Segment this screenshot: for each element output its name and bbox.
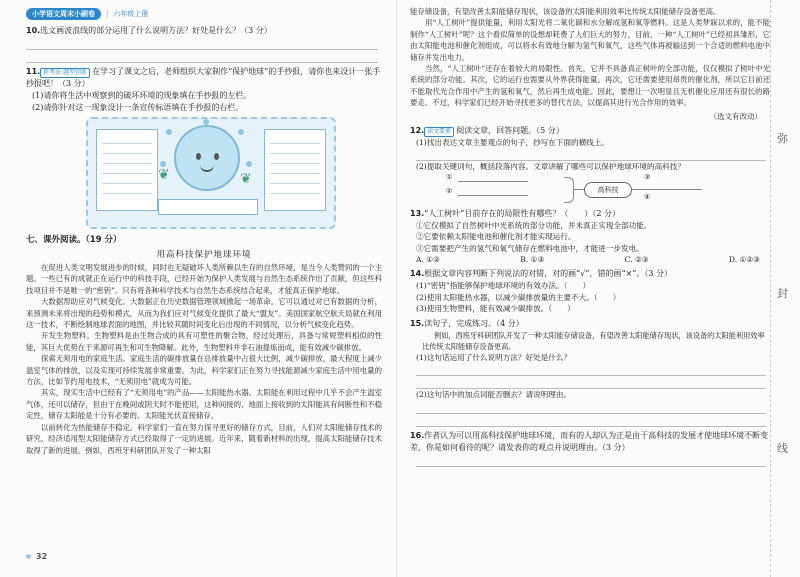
binding-char: 线 bbox=[777, 442, 788, 455]
grade-label: 六年级上册 bbox=[113, 10, 149, 18]
choice-options bbox=[410, 254, 770, 265]
sub-question: (1)请你将生活中观察到的破坏环境的现象填在手抄报的左栏。 bbox=[32, 91, 252, 100]
diagram-blank[interactable] bbox=[458, 195, 528, 196]
keyword-diagram bbox=[446, 172, 706, 205]
binding-char: 封 bbox=[777, 287, 788, 300]
diagram-node: ③ bbox=[644, 172, 651, 181]
judgement-item[interactable]: (2)使用太阳能热水器，以减少碳排放量的主要不大。（ ） bbox=[416, 292, 621, 302]
diagram-node: ② bbox=[446, 186, 453, 195]
section-heading: 七、课外阅读。（19 分） bbox=[26, 235, 122, 245]
header-divider: | bbox=[106, 10, 109, 18]
book-logo: 小学语文周末小刷卷 bbox=[26, 8, 101, 20]
question-number: 10. bbox=[26, 26, 41, 35]
question-text: 在学习了课文之后，老师组织大家制作“保护地球”的手抄报，请你也来设计一张手抄报吧！（3 分） bbox=[26, 67, 381, 88]
sun-ray-icon bbox=[246, 161, 252, 167]
quoted-sentence: 例如，西班牙科研团队开发了一种太阳能存储设备，有望改善太阳能储存现状，该设备的太阳能利用效率比传统太阳能储存设备更高。 bbox=[422, 330, 765, 351]
question-text: 作者认为可以用高科技保护地球环境，而有的人却认为正是由于高科技的发展才使地球环境不断变差，你是如何看待的呢？请发表你的观点并说明理由。（3 分） bbox=[410, 430, 769, 452]
page-gutter bbox=[396, 0, 397, 577]
answer-line[interactable] bbox=[416, 376, 766, 389]
article-paragraph: 在促进人类文明发展进步的时候，同时也无疑破坏人类所赖以生存的自然环境，是当今人类赞同的一个主题。一些已有的成就正在运行中的科技手段，已经开始为保护人类发展与自然生态系统作出了贡献，但这些科技项目并不是唯一的“密钥”。只有将各种科学技术与自然生态系统结合起来，才能真正保护地球。 bbox=[26, 263, 382, 295]
page-number: 32 bbox=[26, 552, 47, 561]
diagram-blank[interactable] bbox=[458, 181, 528, 182]
answer-line[interactable] bbox=[416, 401, 766, 414]
leaf-icon: ❦ bbox=[240, 171, 252, 187]
question-text: 根据文章内容判断下列说法的对错，对的画“√”，错的画“×”。（3 分） bbox=[424, 269, 672, 279]
sub-question: (2)这句话中的加点词能否删去？请说明理由。 bbox=[416, 390, 572, 400]
diagram-connector bbox=[632, 189, 702, 190]
question-text: “人工树叶”目前存在的局限性有哪些？（ ）（2 分） bbox=[424, 208, 620, 218]
page-header bbox=[26, 8, 382, 20]
question-number: 11. bbox=[26, 67, 41, 76]
question-15 bbox=[410, 318, 770, 330]
question-number: 12. bbox=[410, 125, 425, 135]
answer-line[interactable] bbox=[26, 50, 378, 63]
question-tag: 读文要素 bbox=[424, 127, 454, 137]
question-number: 16. bbox=[410, 430, 425, 440]
right-page bbox=[400, 0, 770, 577]
question-14 bbox=[410, 268, 770, 280]
leaf-icon: ❦ bbox=[158, 167, 170, 183]
diagram-node: ① bbox=[446, 172, 453, 181]
diagram-connector bbox=[574, 189, 584, 190]
question-13 bbox=[410, 208, 770, 220]
sub-question: (1)找出表达文章主要观点的句子，抄写在下面的横线上。 bbox=[416, 137, 610, 147]
answer-line[interactable] bbox=[416, 363, 766, 376]
option-d[interactable]: D. ①②③ bbox=[728, 255, 760, 265]
page-dot-icon bbox=[26, 554, 31, 559]
question-number: 13. bbox=[410, 208, 425, 218]
diagram-center-node: 高科技 bbox=[584, 182, 632, 198]
smiling-earth-icon bbox=[174, 125, 240, 191]
diagram-node: ④ bbox=[644, 192, 651, 201]
article-title: 用高科技保护地球环境 bbox=[156, 250, 252, 260]
article-source-note: （选文有改动） bbox=[709, 111, 762, 121]
poster-left-box[interactable] bbox=[96, 129, 158, 211]
sub-question: (2)提取关键词句，概括段落内容。文章讲解了哪些可以保护地球环境的高科技？ bbox=[416, 162, 685, 172]
sub-question: (2)请你针对这一现象设计一条宣传标语填在手抄报的右栏。 bbox=[32, 103, 244, 112]
sun-ray-icon bbox=[238, 129, 244, 135]
question-number: 14. bbox=[410, 269, 425, 279]
question-12 bbox=[410, 125, 770, 137]
answer-line[interactable] bbox=[416, 454, 766, 467]
answer-line[interactable] bbox=[26, 37, 378, 50]
judgement-item[interactable]: (3)使用生物塑料，能有效减少碳排放。（ ） bbox=[416, 304, 575, 314]
article-paragraph: 大数据帮助应对气候变化。大数据正在历史数据管理领域掀起一场革命。它可以通过对已有数据的分析，来预测未来将出现的趋势和模式，从而为我们应对气候变化提供了最大“盟友”。美国国家航空航天局就在利用这一技术，不断绘制地球表面的地图，并比较其随时间变化后出现的不同情况，以分析气候变化趋势。 bbox=[26, 297, 382, 330]
question-10 bbox=[26, 25, 382, 37]
question-number: 15. bbox=[410, 318, 425, 328]
article-paragraph: 能存储设备，有望改善太阳能储存现状，该设备的太阳能利用效率比传统太阳能储存设备更高。 bbox=[410, 7, 721, 16]
article-paragraph: 以前转化为热能储存不稳定。科学家们一直在努力探寻更好的储存方式，目前，人们对太阳能储存技术的研究，经济适用型太阳能储存方式已经取得了一定的进展。近年来，随着新材料的出现，提高太阳能储存技术取得了新的进展。例如，西班牙科研团队开发了一种太阳 bbox=[26, 422, 382, 455]
article-paragraph: 探索无须用电的家庭生活。家庭生活的碳排放量在总排放量中占很大比例，减少碳排放，最大程度上减少温室气体的排放，以及实现可持续发展非常重要。为此，科学家们正在努力寻找能源减少家庭生活中用电量的方法，比如节约用电技术，“无须用电”就成为可能。 bbox=[26, 354, 382, 387]
question-11 bbox=[26, 66, 382, 90]
answer-line[interactable] bbox=[416, 414, 766, 427]
question-text: 选文画波浪线的部分运用了什么说明方法？好处是什么？（3 分） bbox=[40, 26, 272, 35]
question-text: 阅读文章，回答问题。（5 分） bbox=[456, 125, 564, 135]
article-paragraph: 开发生物塑料。生物塑料是由生物合成的具有可塑性的聚合物，经过处理后，具备与常规塑料相似的性能，其巨大优势在于来源可再生和可生物降解。此外，生物塑料并非石油提炼而成，能有效减少碳排放。 bbox=[26, 331, 382, 352]
diagram-brace bbox=[564, 177, 574, 203]
choice-statement: ③它需要把产生的氢气和氧气储存在燃料电池中，才能进一步发电。 bbox=[416, 243, 644, 253]
question-16 bbox=[410, 430, 770, 454]
binding-margin bbox=[770, 0, 800, 577]
binding-char: 弥 bbox=[777, 132, 788, 145]
question-tag: 新考法·题型创新 bbox=[40, 68, 90, 78]
answer-line[interactable] bbox=[416, 148, 766, 161]
question-text: 读句子，完成练习。（4 分） bbox=[424, 318, 524, 328]
choice-statement: ①它仅模拟了自然树叶中光系统的部分功能，并未真正实现全部功能。 bbox=[416, 220, 652, 230]
sub-question: (1)这句话运用了什么说明方法？好处是什么？ bbox=[416, 352, 572, 362]
article-paragraph: 当然，“人工树叶”还存在着较大的局限性。首先，它并不具备真正树叶的全部功能，仅仅模拟了树叶中光系统的部分功能。其次，它的运行也需要从外界获得能量。再次，它还需要使用昂贵的催化剂，所以它目前还不能取代光合作用中产生的氢和氧气，然后再生成电能。因此，要想让一次明显且无机催化应用还有很长的路要走。不过，科学家们已经开始寻找更多的替代方法，以提高其进行光合作用的效率。 bbox=[410, 64, 770, 108]
article-paragraph: 用“人工树叶”提供能量，利用太阳光将二氧化碳和水分解成氢和氧等燃料。这是人类梦寐以求的，能不能制作“人工树叶”呢？这个看似简单的设想却耗费了人们巨大的努力，目前，一种“人工树叶”已经初具雏形，它由太阳能电池和催化剂组成，可以将水有效地分解为氢气和氧气，这些气体再被输送到一个合适的燃料电池中储存并发出电力。 bbox=[410, 18, 770, 62]
choice-statement: ②它要依赖太阳能电池和催化剂才能实现运行。 bbox=[416, 232, 576, 242]
sun-ray-icon bbox=[166, 129, 172, 135]
option-c[interactable]: C. ②③ bbox=[624, 255, 649, 265]
poster-illustration bbox=[86, 117, 336, 229]
left-page bbox=[0, 0, 392, 577]
article-paragraph: 其实，现实生活中已经有了“无须用电”的产品——太阳能热水器。太阳能在利用过程中几乎不会产生温室气体，还可以储存，但由于在晚间或阴天时不能使用，这种间接的、地面上接收到的太阳能具有间断性和不稳定性，储存太阳能是十分有必要的。太阳能光伏直接储存。 bbox=[26, 388, 382, 421]
option-b[interactable]: B. ①③ bbox=[520, 255, 545, 265]
option-a[interactable]: A. ①② bbox=[416, 255, 440, 265]
judgement-item[interactable]: (1)“密钥”指能够保护地球环境的有效办法。（ ） bbox=[416, 281, 591, 291]
poster-banner bbox=[158, 199, 258, 215]
poster-right-box[interactable] bbox=[264, 129, 326, 211]
